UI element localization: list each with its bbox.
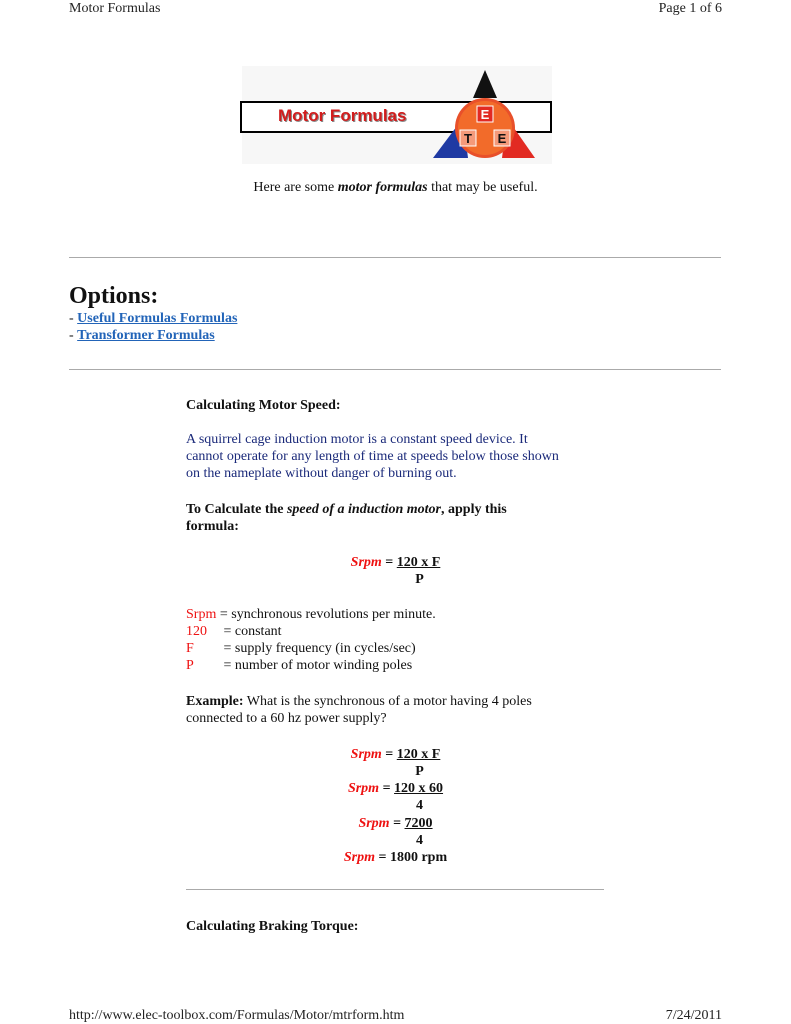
step-lhs: Srpm <box>350 747 382 762</box>
definition-key: Srpm <box>186 607 217 622</box>
definition-text: = supply frequency (in cycles/sec) <box>220 641 416 656</box>
definition-text: = constant <box>220 624 282 639</box>
motor-speed-description <box>186 431 559 482</box>
step-denominator: P <box>415 764 424 779</box>
step-line: Srpm = 120 x 60 <box>347 781 444 796</box>
divider-1 <box>69 257 721 258</box>
definition-key: 120 <box>186 624 207 639</box>
intro-before: Here are some <box>253 180 338 195</box>
instruction-part1: To Calculate the <box>186 502 287 517</box>
definition-text: = number of motor winding poles <box>220 658 413 673</box>
step-line: Srpm = 120 x F <box>350 747 441 762</box>
step-line: Srpm = 7200 <box>358 816 433 831</box>
example-line1: What is the synchronous of a motor having 4 poles <box>243 694 532 709</box>
logo-letter-top: E <box>480 107 490 122</box>
step-lhs: Srpm <box>343 850 375 865</box>
option-row-useful <box>69 311 237 327</box>
formula-line <box>0 554 791 571</box>
formula-eq: = <box>381 555 397 570</box>
step-line: Srpm = 1800 rpm <box>343 850 448 865</box>
step-denominator: 4 <box>416 798 423 813</box>
logo-letter-right: E <box>497 131 507 146</box>
instruction-part2: , apply this <box>441 502 507 517</box>
options-title: Options: <box>69 283 159 309</box>
definition-text: = synchronous revolutions per minute. <box>219 607 436 622</box>
motor-speed-heading: Calculating Motor Speed: <box>186 398 341 413</box>
link-transformer-formulas[interactable]: Transformer Formulas <box>77 328 215 343</box>
logo-title: Motor Formulas <box>278 106 407 125</box>
intro-after: that may be useful. <box>427 180 538 195</box>
instruction <box>186 501 507 535</box>
option-row-transformer <box>69 328 215 344</box>
description-line: cannot operate for any length of time at speeds below those shown <box>186 449 559 464</box>
divider-3 <box>186 889 604 890</box>
page-date: 7/24/2011 <box>665 1008 722 1023</box>
step-result: 1800 rpm <box>389 850 448 865</box>
definition-key: F <box>186 641 194 656</box>
step-rhs: 7200 <box>404 816 433 831</box>
instruction-emph: speed of a induction motor <box>286 502 441 517</box>
definition-key: P <box>186 658 194 673</box>
example-line2: connected to a 60 hz power supply? <box>186 711 387 726</box>
divider-2 <box>69 369 721 370</box>
instruction-line2: formula: <box>186 519 239 534</box>
page-url: http://www.elec-toolbox.com/Formulas/Motor/mtrform.htm <box>69 1008 405 1023</box>
link-useful-formulas[interactable]: Useful Formulas Formulas <box>77 311 238 326</box>
intro-text <box>0 180 791 196</box>
formula-denominator: P <box>415 572 424 587</box>
formula-numerator: 120 x F <box>396 555 441 570</box>
option-prefix: - <box>69 328 78 343</box>
description-line: A squirrel cage induction motor is a constant speed device. It <box>186 432 528 447</box>
ete-triangle-logo-icon <box>430 68 540 162</box>
step-rhs: 120 x F <box>396 747 441 762</box>
step-rhs: 120 x 60 <box>394 781 444 796</box>
intro-emph: motor formulas <box>337 180 428 195</box>
logo-letter-left: T <box>464 131 472 146</box>
option-prefix: - <box>69 311 78 326</box>
example <box>186 693 532 727</box>
definition-row <box>186 606 436 623</box>
definition-row <box>186 657 412 674</box>
example-label: Example: <box>186 694 244 709</box>
formula-lhs: Srpm <box>350 555 382 570</box>
braking-heading: Calculating Braking Torque: <box>186 919 359 934</box>
page-number: Page 1 of 6 <box>658 1 722 16</box>
definition-row <box>186 623 282 640</box>
page-header-title: Motor Formulas <box>69 1 161 16</box>
definition-row <box>186 640 416 657</box>
step-lhs: Srpm <box>358 816 390 831</box>
description-line: on the nameplate without danger of burning out. <box>186 466 457 481</box>
step-denominator: 4 <box>416 833 423 848</box>
step-lhs: Srpm <box>347 781 380 796</box>
